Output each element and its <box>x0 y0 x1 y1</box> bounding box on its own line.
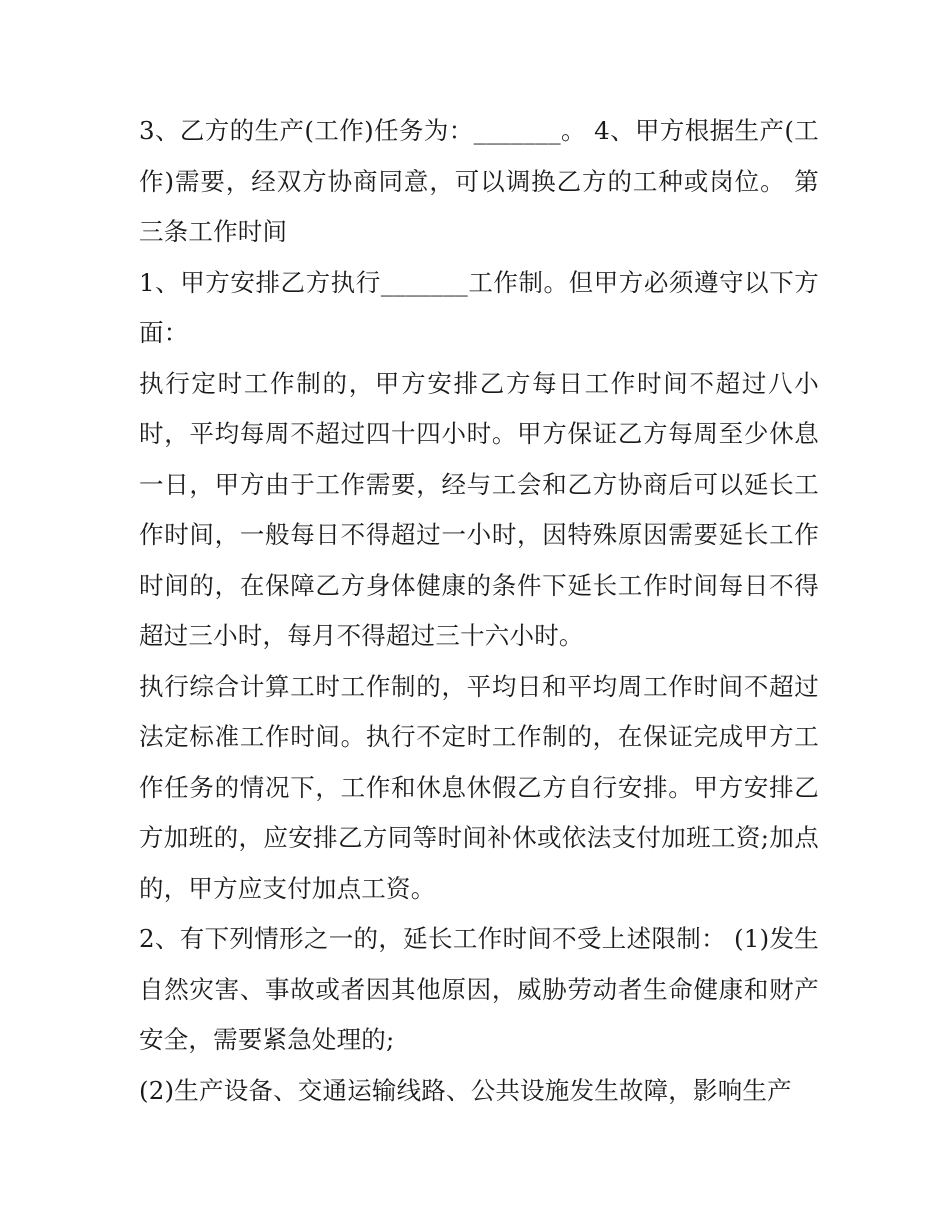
paragraph-task-and-transfer: 3、乙方的生产(工作)任务为：_______。 4、甲方根据生产(工作)需要，经双方协商同意，可以调换乙方的工种或岗位。 第三条工作时间 <box>139 116 819 246</box>
paragraph-fixed-hours: 执行定时工作制的，甲方安排乙方每日工作时间不超过八小时，平均每周不超过四十四小时。甲方保证乙方每周至少休息一日，甲方由于工作需要，经与工会和乙方协商后可以延长工作时间，一般每日不得超过一小时，因特殊原因需要延长工作时间的，在保障乙方身体健康的条件下延长工作时间每日不得超过三小时，每月不得超过三十六小时。 <box>139 368 819 650</box>
paragraph-exceptions: 2、有下列情形之一的，延长工作时间不受上述限制： (1)发生自然灾害、事故或者因其他原因，威胁劳动者生命健康和财产安全，需要紧急处理的; <box>139 924 819 1054</box>
document-body <box>139 106 819 1116</box>
paragraph-equipment-failure: (2)生产设备、交通运输线路、公共设施发生故障，影响生产 <box>139 1075 792 1105</box>
paragraph-work-system: 1、甲方安排乙方执行_______工作制。但甲方必须遵守以下方面： <box>139 267 819 347</box>
paragraph-comprehensive-hours: 执行综合计算工时工作制的，平均日和平均周工作时间不超过法定标准工作时间。执行不定时工作制的，在保证完成甲方工作任务的情况下，工作和休息休假乙方自行安排。甲方安排乙方加班的，应安排乙方同等时间补休或依法支付加班工资;加点的，甲方应支付加点工资。 <box>139 671 819 903</box>
